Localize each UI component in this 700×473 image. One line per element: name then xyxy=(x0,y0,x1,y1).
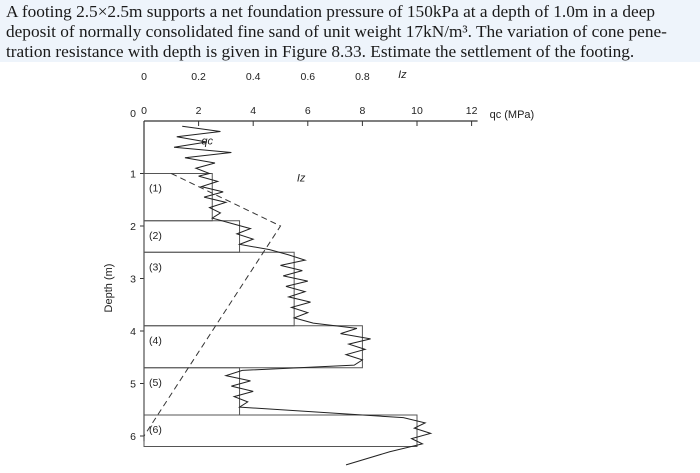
depth-tick-label: 4 xyxy=(130,326,136,338)
layer-label: (1) xyxy=(149,182,162,195)
layer-label: (5) xyxy=(149,376,162,389)
depth-tick-label: 2 xyxy=(130,221,136,233)
qc-tick-label: 0 xyxy=(141,105,147,117)
layer-label: (2) xyxy=(149,229,162,242)
layer-label: (6) xyxy=(149,424,162,436)
layer-rect xyxy=(144,252,294,326)
depth-tick-label: 1 xyxy=(130,168,136,181)
qc-tick-label: 10 xyxy=(411,105,423,117)
depth-origin-label: 0 xyxy=(130,108,136,120)
problem-line-3: tration resistance with depth is given in Figure 8.33. Estimate the settlement of the footing. xyxy=(6,42,635,61)
problem-line-1: A footing 2.5×2.5m supports a net foundation pressure of 150kPa at a depth of 1.0m in a deep xyxy=(6,2,656,21)
layer-rect xyxy=(144,415,417,447)
qc-tick-label: 6 xyxy=(304,105,311,117)
iz-tick-label: 0.6 xyxy=(300,71,316,83)
iz-tick-label: 0.4 xyxy=(245,71,261,83)
layer-rect xyxy=(144,174,212,221)
iz-axis-label: Iz xyxy=(398,69,407,81)
iz-tick-label: 0 xyxy=(141,71,147,83)
qc-axis-label: qc (MPa) xyxy=(489,109,535,121)
qc-annotation: qc xyxy=(201,135,213,148)
depth-tick-label: 3 xyxy=(130,273,136,286)
depth-tick-label: 6 xyxy=(130,431,136,443)
layer-rect xyxy=(144,326,362,368)
qc-tick-label: 4 xyxy=(250,105,257,117)
layer-label: (4) xyxy=(149,334,162,347)
iz-tick-label: 0.8 xyxy=(355,71,370,83)
depth-tick-label: 5 xyxy=(130,378,136,391)
qc-tick-label: 12 xyxy=(465,105,478,117)
iz-tick-label: 0.2 xyxy=(191,71,206,83)
depth-axis-label: Depth (m) xyxy=(103,263,115,313)
layer-rect xyxy=(144,368,240,415)
problem-line-2: deposit of normally consolidated fine sand of unit weight 17kN/m³. The variation of cone pene- xyxy=(6,22,667,41)
layer-label: (3) xyxy=(149,261,162,274)
qc-tick-label: 2 xyxy=(195,105,202,117)
qc-tick-label: 8 xyxy=(359,105,366,117)
iz-annotation: Iz xyxy=(296,172,306,185)
